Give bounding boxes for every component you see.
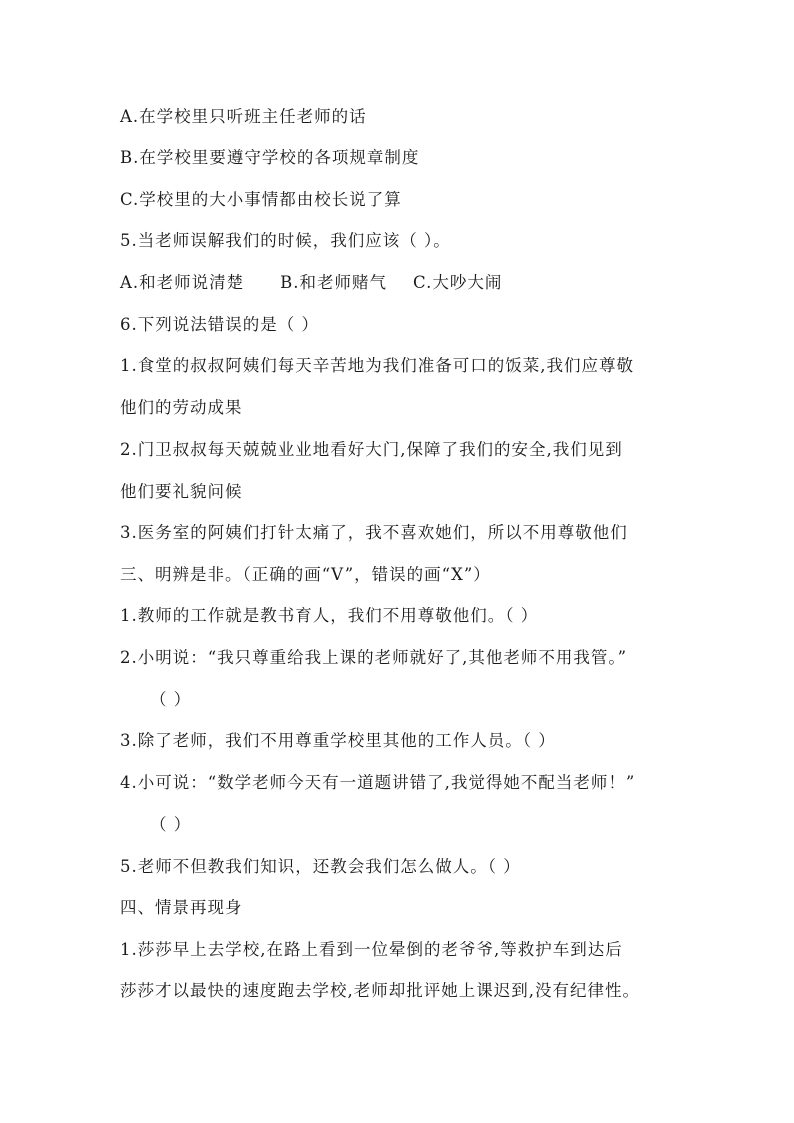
statement-3-line: 3.医务室的阿姨们打针太痛了，我不喜欢她们，所以不用尊敬他们 — [120, 523, 628, 542]
judge-2-line: 2.小明说：“我只尊重给我上课的老师就好了,其他老师不用我管。” — [120, 648, 628, 667]
statement-2-cont: 他们要礼貌问候 — [120, 482, 243, 501]
statement-2-line: 2.门卫叔叔每天兢兢业业地看好大门,保障了我们的安全,我们见到 — [120, 440, 623, 459]
q5-option-a: A.和老师说清楚 — [120, 273, 245, 292]
option-b-line: B.在学校里要遵守学校的各项规章制度 — [120, 148, 420, 167]
statement-1-line: 1.食堂的叔叔阿姨们每天辛苦地为我们准备可口的饭菜,我们应尊敬 — [120, 356, 634, 375]
question-6-line: 6.下列说法错误的是（ ） — [120, 315, 319, 334]
judge-4-line: 4.小可说：“数学老师今天有一道题讲错了,我觉得她不配当老师！” — [120, 773, 636, 792]
section-4-heading: 四、情景再现身 — [120, 898, 243, 917]
judge-4-blank: （ ） — [150, 815, 192, 834]
scenario-1-cont: 莎莎才以最快的速度跑去学校,老师却批评她上课迟到,没有纪律性。 — [120, 981, 640, 1000]
statement-1-cont: 他们的劳动成果 — [120, 398, 243, 417]
judge-1-line: 1.教师的工作就是教书育人，我们不用尊敬他们。（ ） — [120, 606, 539, 625]
section-3-heading: 三、明辨是非。（正确的画“V”，错误的画“X”） — [120, 565, 491, 584]
judge-2-blank: （ ） — [150, 690, 192, 709]
judge-3-line: 3.除了老师，我们不用尊重学校里其他的工作人员。（ ） — [120, 731, 556, 750]
option-a-line: A.在学校里只听班主任老师的话 — [120, 107, 367, 126]
question-5-options — [120, 273, 502, 293]
scenario-1-line: 1.莎莎早上去学校,在路上看到一位晕倒的老爷爷,等救护车到达后 — [120, 940, 623, 959]
judge-5-line: 5.老师不但教我们知识，还教会我们怎么做人。（ ） — [120, 857, 521, 876]
option-c-line: C.学校里的大小事情都由校长说了算 — [120, 190, 402, 209]
question-5-line: 5.当老师误解我们的时候，我们应该（ ）。 — [120, 231, 451, 250]
q5-option-c: C.大吵大闹 — [413, 273, 503, 292]
q5-option-b: B.和老师赌气 — [280, 273, 388, 292]
